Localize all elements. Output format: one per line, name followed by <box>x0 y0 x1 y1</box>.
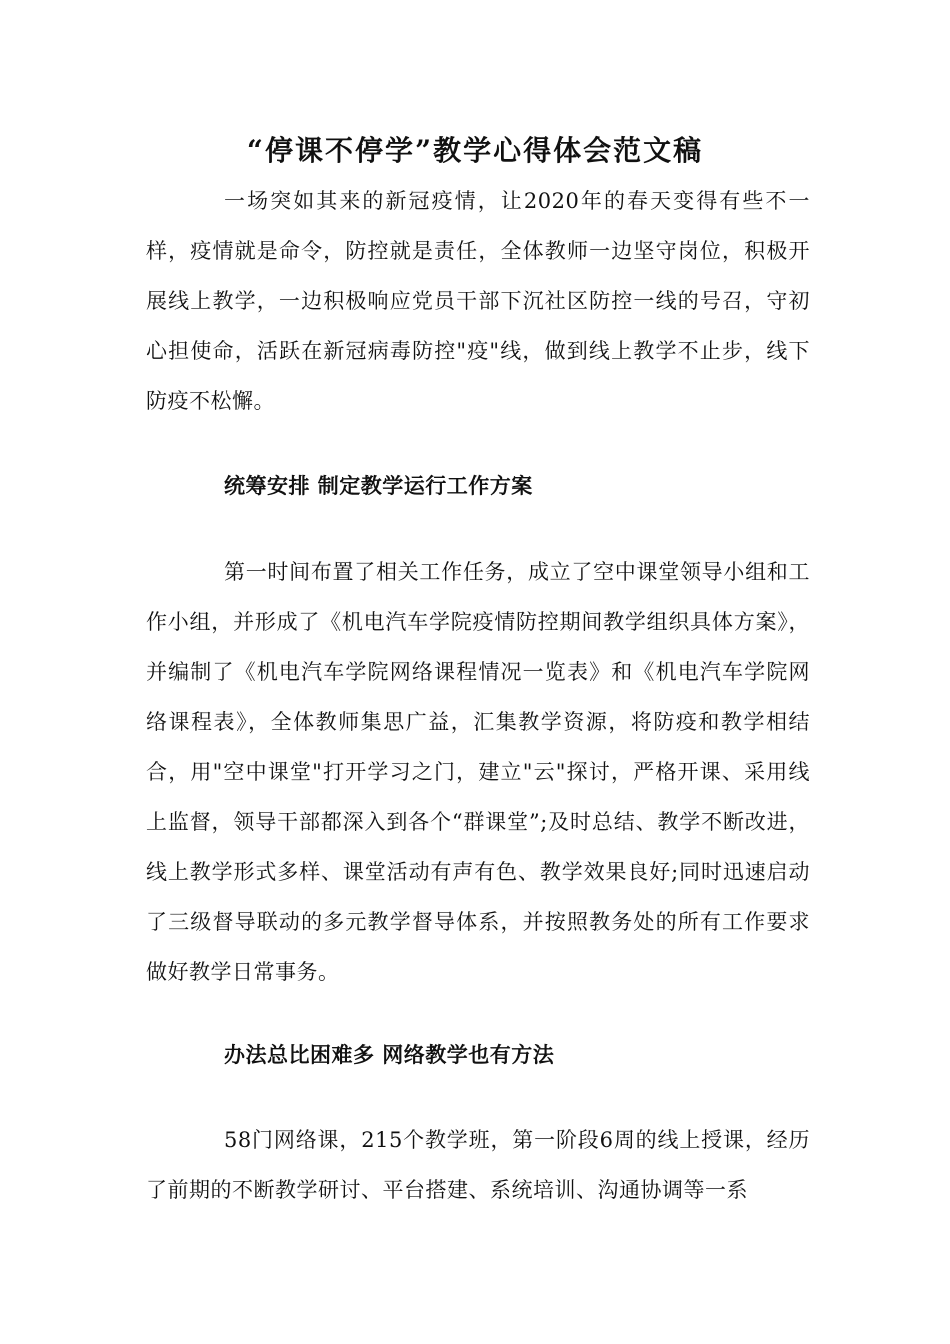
paragraph-intro: 一场突如其来的新冠疫情，让2020年的春天变得有些不一样，疫情就是命令，防控就是责任，全体教师一边坚守岗位，积极开展线上教学，一边积极响应党员干部下沉社区防控一线的号召，守初心担使命，活跃在新冠病毒防控"疫"线，做到线上教学不止步，线下防疫不松懈。 <box>146 189 810 413</box>
paragraph-methods: 58门网络课，215个教学班，第一阶段6周的线上授课，经历了前期的不断教学研讨、平台搭建、系统培训、沟通协调等一系 <box>146 1128 810 1202</box>
document-title: “停课不停学”教学心得体会范文稿 <box>246 134 704 167</box>
paragraph-planning: 第一时间布置了相关工作任务，成立了空中课堂领导小组和工作小组，并形成了《机电汽车学院疫情防控期间教学组织具体方案》，并编制了《机电汽车学院网络课程情况一览表》和《机电汽车学院网络课程表》，全体教师集思广益，汇集教学资源，将防疫和教学相结合，用"空中课堂"打开学习之门，建立"云"探讨，严格开课、采用线上监督，领导干部都深入到各个“群课堂”;及时总结、教学不断改进，线上教学形式多样、课堂活动有声有色、教学效果良好;同时迅速启动了三级督导联动的多元教学督导体系，并按照教务处的所有工作要求做好教学日常事务。 <box>146 560 810 984</box>
section-heading-planning: 统筹安排 制定教学运行工作方案 <box>224 473 533 498</box>
section-heading-methods: 办法总比困难多 网络教学也有方法 <box>224 1042 555 1067</box>
